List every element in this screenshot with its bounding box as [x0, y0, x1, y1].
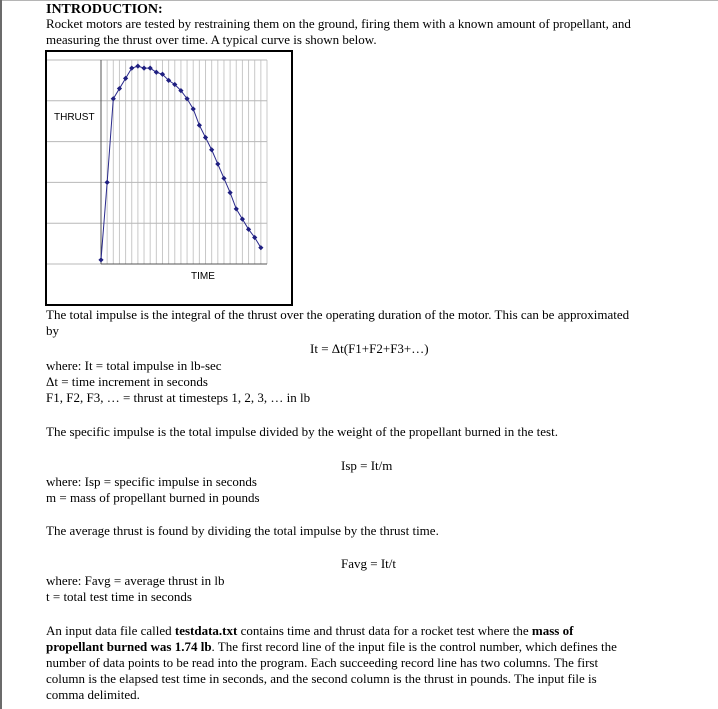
thrust-data-point	[258, 245, 263, 250]
definition-mass: m = mass of propellant burned in pounds	[46, 490, 260, 505]
input-file-line-2	[46, 639, 696, 655]
mass-statement-end: propellant burned was 1.74 lb	[46, 639, 212, 654]
thrust-data-point	[191, 106, 196, 111]
definition-total-impulse: where: It = total impulse in lb-sec	[46, 358, 222, 373]
input-file-line-5: comma delimited.	[46, 687, 140, 702]
impulse-line-1: The total impulse is the integral of the thrust over the operating duration of the motor. This can be approximated	[46, 307, 630, 322]
input-file-line-1-start: An input data file called	[46, 623, 175, 638]
thrust-data-point	[221, 176, 226, 181]
x-axis-label: TIME	[191, 271, 215, 282]
thrust-data-point	[148, 66, 153, 71]
thrust-data-point	[209, 147, 214, 152]
thrust-data-point	[154, 70, 159, 75]
input-filename: testdata.txt	[174, 623, 238, 638]
thrust-data-point	[234, 206, 239, 211]
input-file-line-1-middle: contains time and thrust data for a rocket test where the	[237, 623, 532, 638]
definition-time-increment: Δt = time increment in seconds	[46, 374, 208, 389]
thrust-data-point	[197, 123, 202, 128]
thrust-chart	[45, 50, 293, 306]
mass-statement-start: mass of	[531, 623, 574, 638]
intro-line-1: Rocket motors are tested by restraining them on the ground, firing them with a known amount of propellant, and	[46, 16, 631, 31]
thrust-data-point	[240, 217, 245, 222]
specific-impulse-equation: Isp = It/m	[341, 458, 393, 473]
total-impulse-definitions	[46, 358, 696, 406]
y-axis-label: THRUST	[54, 112, 95, 123]
thrust-data-point	[215, 161, 220, 166]
definition-thrust-timesteps: F1, F2, F3, … = thrust at timesteps 1, 2, 3, … in lb	[46, 390, 311, 405]
average-thrust-equation: Favg = It/t	[341, 556, 396, 571]
definition-total-time: t = total test time in seconds	[46, 589, 192, 604]
thrust-chart-svg	[47, 52, 291, 304]
intro-paragraph	[46, 16, 696, 48]
thrust-data-point	[123, 76, 128, 81]
input-file-line-4: column is the elapsed test time in seconds, and the second column is the thrust in pounds. The input file is	[46, 671, 597, 686]
impulse-paragraph	[46, 307, 696, 339]
window-left-edge	[0, 0, 2, 709]
thrust-data-point	[228, 190, 233, 195]
impulse-line-2: by	[46, 323, 59, 338]
window-top-edge	[0, 0, 718, 1]
thrust-data-point	[141, 66, 146, 71]
average-thrust-sentence: The average thrust is found by dividing the total impulse by the thrust time.	[46, 523, 439, 538]
input-file-line-1	[46, 623, 696, 639]
definition-specific-impulse: where: Isp = specific impulse in seconds	[46, 474, 257, 489]
specific-impulse-sentence: The specific impulse is the total impulse divided by the weight of the propellant burned in the test.	[46, 424, 558, 439]
chart-grid	[47, 60, 267, 264]
heading: INTRODUCTION:	[46, 2, 163, 17]
thrust-data-point	[98, 257, 103, 262]
input-file-paragraph	[46, 623, 696, 703]
definition-average-thrust: where: Favg = average thrust in lb	[46, 573, 225, 588]
thrust-data-point	[135, 64, 140, 69]
specific-impulse-definitions	[46, 474, 696, 506]
thrust-data-point	[129, 66, 134, 71]
input-file-line-3: number of data points to be read into the program. Each succeeding record line has two columns. The first	[46, 655, 599, 670]
total-impulse-equation: It = Δt(F1+F2+F3+…)	[310, 341, 429, 356]
thrust-data-point	[105, 180, 110, 185]
input-file-line-2-rest: . The first record line of the input file is the control number, which defines the	[211, 639, 617, 654]
average-thrust-definitions	[46, 573, 696, 605]
thrust-data-point	[203, 135, 208, 140]
thrust-data-point	[117, 86, 122, 91]
intro-line-2: measuring the thrust over time. A typical curve is shown below.	[46, 32, 377, 47]
